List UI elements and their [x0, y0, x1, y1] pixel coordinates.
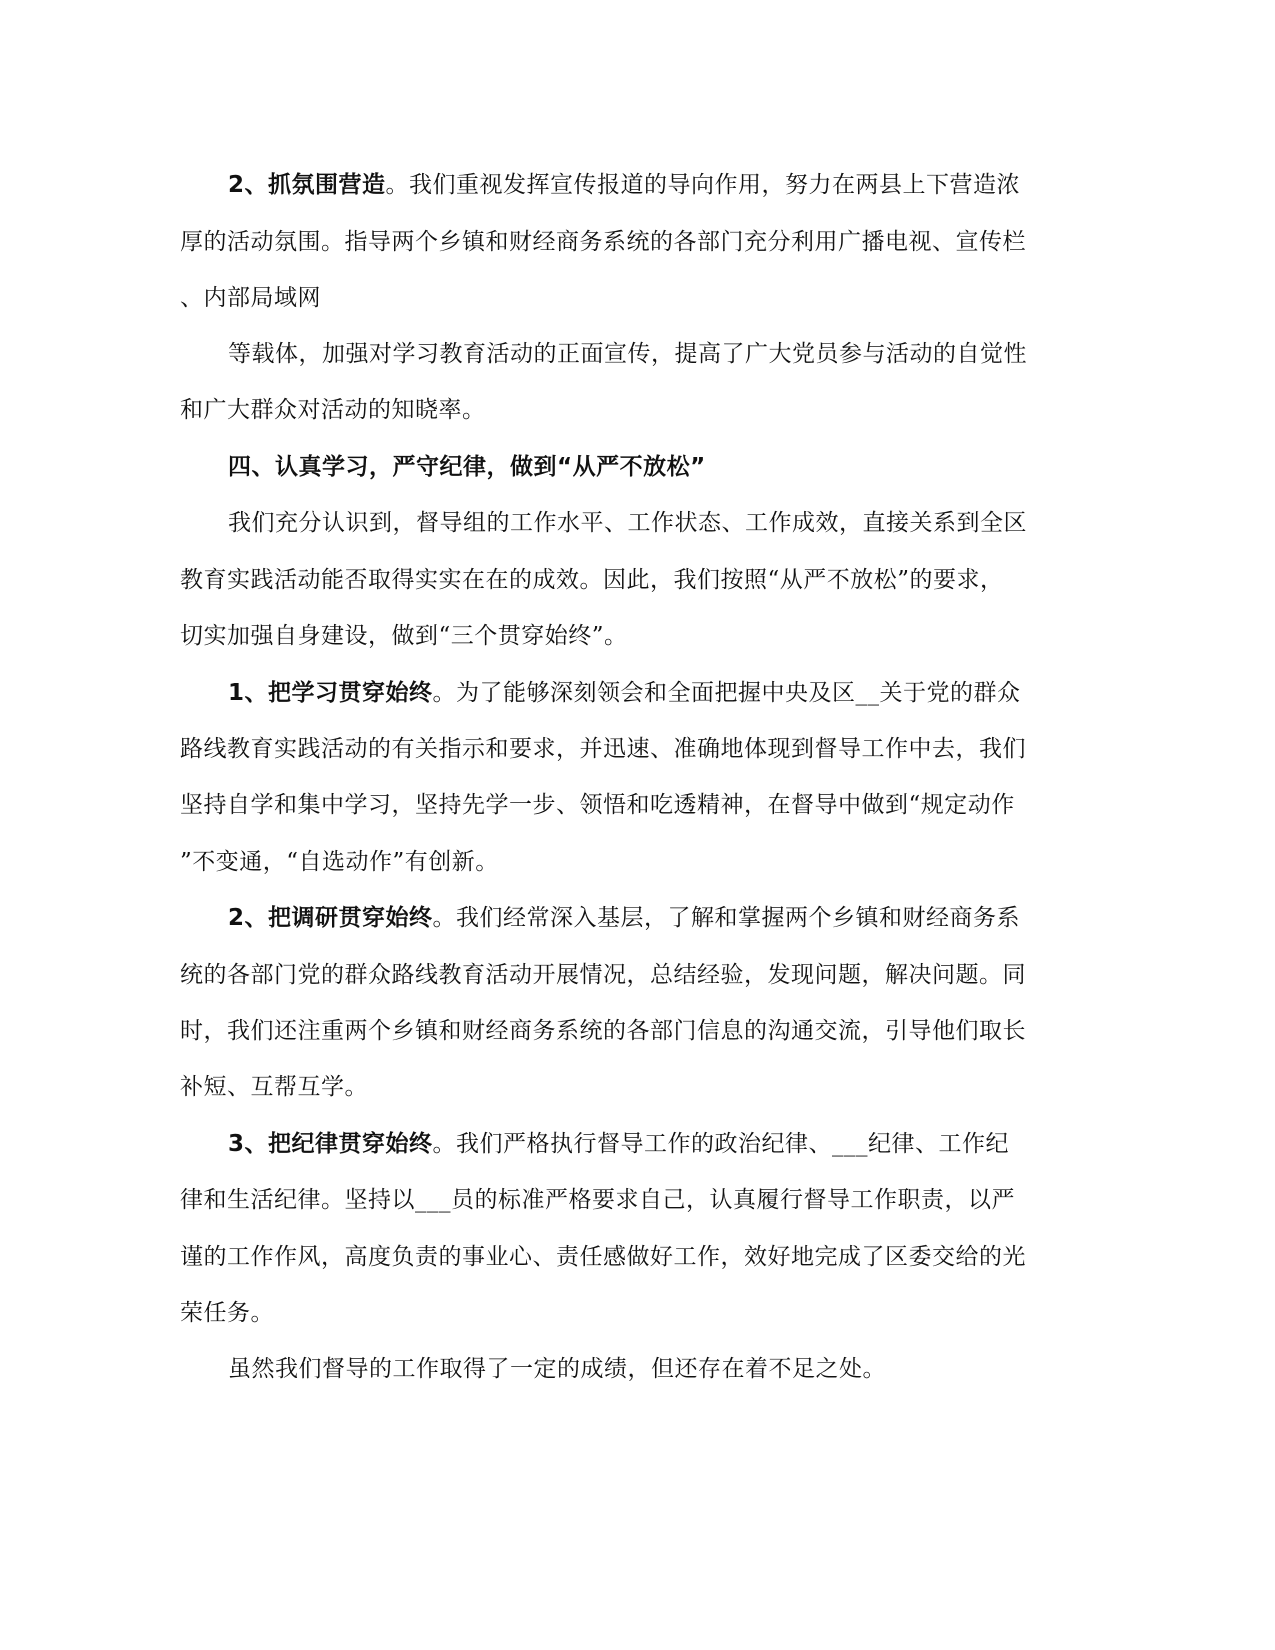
paragraph-line [0, 960, 1275, 990]
line-text: 谨的工作作风，高度负责的事业心、责任感做好工作，效好地完成了区委交给的光 [180, 1244, 1026, 1270]
line-text: 等载体，加强对学习教育活动的正面宣传，提高了广大党员参与活动的自觉性 [228, 341, 1027, 367]
paragraph-line [0, 1185, 1275, 1215]
line-text: 。为了能够深刻领会和全面把握中央及区__关于党的群众 [432, 680, 1021, 706]
paragraph-line [0, 1016, 1275, 1046]
line-text: 时，我们还注重两个乡镇和财经商务系统的各部门信息的沟通交流，引导他们取长 [180, 1018, 1026, 1044]
paragraph-line [0, 508, 1275, 538]
paragraph-line [0, 565, 1275, 595]
paragraph-line [0, 395, 1275, 425]
subheading: 2、把调研贯穿始终 [228, 905, 433, 931]
paragraph-line [0, 227, 1275, 257]
line-text: 厚的活动氛围。指导两个乡镇和财经商务系统的各部门充分利用广播电视、宣传栏 [180, 229, 1026, 255]
line-text: 荣任务。 [180, 1300, 274, 1326]
line-text: 、内部局域网 [180, 285, 321, 311]
paragraph-line [0, 734, 1275, 764]
subheading: 1、把学习贯穿始终 [228, 680, 433, 706]
paragraph-line [0, 339, 1275, 369]
paragraph-line [0, 283, 1275, 313]
line-text: 补短、互帮互学。 [180, 1074, 368, 1100]
line-text: 统的各部门党的群众路线教育活动开展情况，总结经验，发现问题，解决问题。同 [180, 962, 1026, 988]
line-text: 。我们严格执行督导工作的政治纪律、___纪律、工作纪 [432, 1131, 1010, 1157]
paragraph-line [0, 1072, 1275, 1102]
line-text: 切实加强自身建设，做到“三个贯穿始终”。 [180, 623, 628, 649]
line-text: 坚持自学和集中学习，坚持先学一步、领悟和吃透精神，在督导中做到“规定动作 [180, 792, 1015, 818]
paragraph-line [0, 903, 1275, 933]
line-text: 。我们重视发挥宣传报道的导向作用，努力在两县上下营造浓 [385, 172, 1021, 198]
line-text: 教育实践活动能否取得实实在在的成效。因此，我们按照“从严不放松”的要求， [180, 567, 1004, 593]
paragraph-line [0, 678, 1275, 708]
subheading: 3、把纪律贯穿始终 [228, 1131, 433, 1157]
paragraph-line [0, 1354, 1275, 1384]
paragraph-line [0, 1242, 1275, 1272]
paragraph-line [0, 621, 1275, 651]
line-text: 和广大群众对活动的知晓率。 [180, 397, 486, 423]
line-text: ”不变通，“自选动作”有创新。 [180, 849, 499, 875]
subheading: 2、抓氛围营造 [228, 172, 386, 198]
paragraph-line [0, 1298, 1275, 1328]
paragraph-line [0, 170, 1275, 200]
line-text: 虽然我们督导的工作取得了一定的成绩，但还存在着不足之处。 [228, 1356, 886, 1382]
paragraph-line [0, 847, 1275, 877]
line-text: 。我们经常深入基层，了解和掌握两个乡镇和财经商务系 [432, 905, 1021, 931]
line-text: 律和生活纪律。坚持以___员的标准严格要求自己，认真履行督导工作职责，以严 [180, 1187, 1015, 1213]
paragraph-line [0, 790, 1275, 820]
section-heading [0, 452, 1275, 482]
line-text: 我们充分认识到，督导组的工作水平、工作状态、工作成效，直接关系到全区 [228, 510, 1027, 536]
section-heading-text: 四、认真学习，严守纪律，做到“从严不放松” [228, 454, 706, 480]
paragraph-line [0, 1129, 1275, 1159]
line-text: 路线教育实践活动的有关指示和要求，并迅速、准确地体现到督导工作中去，我们 [180, 736, 1026, 762]
